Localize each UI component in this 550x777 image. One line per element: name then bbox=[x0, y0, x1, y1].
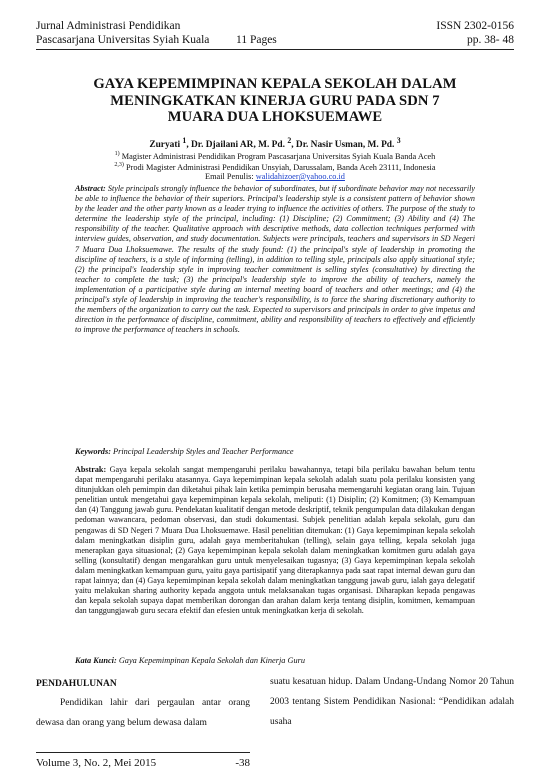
abstract-text: Style principals strongly influence the behavior of subordinates, but if subordinate behavior may not necessarily be able to influence the behavior of their superiors. Principal's leadership style is a consistent pattern of behavior shown by the leader and the other party known as a leader trying to influence the activities of others. The purpose of the study to determine the leadership style of the principal, including: (1) Discipline; (2) Commitment; (3) Ability and (4) The responsibility of the teacher. Qualitative approach with descriptive methods, data collection techniques performed with interview guides, observation, and study documentation. Subjects were principals, teachers and supervisors in SD Negeri 7 Muara Dua Lhoksuemawe. The results of the study found: (1) the principal's style of leadership in promoting the discipline of teachers, is a style of informing (telling), in addition to telling style, principals also apply situational style; (2) the principal's leadership style in improving teacher commitment is selling styles (consultative) by directing the teacher to complete the task; (3) the principal's leadership style to improve the ability of teachers, namely the implementation of a participative style during an internal meeting board of teachers and other meetings; and (4) the principal's style of leadership in improving the teacher's responsibility, is to force the sharing discretionary authority to the members of the organization to carry out the task. Expected to supervisors and principals in order to give impetus and direction in the performance of discipline, commitment, ability and responsibility of teachers to effectively and efficiently to improve the performance of teachers in schools. bbox=[75, 184, 476, 335]
title-line: MUARA DUA LHOKSUEMAWE bbox=[167, 109, 383, 126]
title-line: MENINGKATKAN KINERJA GURU PADA SDN 7 bbox=[110, 92, 440, 109]
email-label: Email Penulis: bbox=[205, 172, 254, 181]
page-count: 11 Pages bbox=[236, 34, 277, 46]
title-line: GAYA KEPEMIMPINAN KEPALA SEKOLAH DALAM bbox=[93, 76, 457, 92]
author-name: Dr. Djailani AR, M. Pd. bbox=[191, 140, 285, 151]
body-column-left bbox=[36, 677, 250, 734]
body-paragraph: Pendidikan lahir dari pergaulan antar orang dewasa dan orang yang belum dewasa dalam bbox=[36, 698, 250, 728]
affiliation-text: Prodi Magister Administrasi Pendidikan Unsyiah, Darussalam, Banda Aceh 23111, Indonesia bbox=[126, 162, 436, 172]
header-divider bbox=[36, 49, 514, 50]
footer-divider bbox=[36, 752, 250, 753]
author-sup: 3 bbox=[396, 136, 401, 145]
page-range: pp. 38- 48 bbox=[467, 34, 514, 46]
affiliation-sup: 1) bbox=[114, 151, 120, 157]
abstract-label: Abstract: bbox=[75, 184, 106, 193]
author-email bbox=[36, 171, 514, 182]
keywords-indonesian bbox=[75, 656, 475, 665]
page-number: -38 bbox=[235, 757, 250, 769]
body-column-right bbox=[270, 673, 514, 732]
email-link[interactable]: walidahizoer@yahoo.co.id bbox=[255, 172, 345, 181]
kata-kunci-label: Kata Kunci: bbox=[75, 656, 117, 665]
section-heading: PENDAHULUNAN bbox=[36, 679, 117, 689]
paper-title bbox=[36, 76, 514, 126]
affiliation-sup: 2,3) bbox=[114, 162, 124, 168]
author-sup: 1 bbox=[182, 136, 187, 145]
abstrak-text: Gaya kepala sekolah sangat mempengaruhi perilaku bawahannya, tetapi bila perilaku bawahan belum tentu dapat mempengaruhi perilaku atasannya. Gaya kepemimpinan kepala sekolah adalah suatu pola perilaku konsisten yang ditunjukkan oleh pemimpin dan diketahui pihak lain ketika pemimpin berusaha memengaruhi kegiatan orang lain. Tujuan penelitian untuk mengetahui gaya kepemimpinan kepala sekolah, meliputi: (1) Disiplin; (2) Komitmen; (3) Kemampuan dan (4) Tanggung jawab guru. Pendekatan kualitatif dengan metode deskriptif, teknik pengumpulan data dilakukan dengan pedoman wawancara, pedoman observasi, dan studi dokumentasi. Subjek penelitian adalah kepala sekolah, guru dan pengawas di SD Negeri 7 Muara Dua Lhoksuemawe. Hasil penelitian ditemukan: (1) Gaya kepemimpinan kepala sekolah dalam meningkatkan disiplin guru, adalah gaya memberitahukan (telling), selain gaya telling, kepala sekolah juga menerapkan gaya situasional; (2) Gaya kepemimpinan kepala sekolah dalam meningkatkan komitmen guru adalah gaya selling (konsultatif) dengan mengarahkan guru untuk menyelesaikan tugasnya; (3) Gaya kepemimpinan kepala sekolah dalam meningkatkan kemampuan guru, yaitu gaya partisipatif yang diterapkannya pada saat rapat internal dewan guru dan rapat lainnya; dan (4) Gaya kepemimpinan kepala sekolah dalam meningkatkan tanggung jawab guru, ialah gaya delegatif yaitu melakukan sharing authority kepada anggota untuk melaksanakan tugas organisasi. Diharapkan kepada pengawas dan kepala sekolah supaya dapat memberikan dorongan dan arahan dalam kerja tentang disiplin, komitmen, kemampuan dan tanggungjawab guru secara efektif dan efesien untuk meningkatkan kerja di sekolah. bbox=[75, 465, 475, 616]
volume-info: Volume 3, No. 2, Mei 2015 bbox=[36, 757, 157, 769]
kata-kunci-text: Gaya Kepemimpinan Kepala Sekolah dan Kinerja Guru bbox=[118, 656, 306, 665]
abstract-english bbox=[75, 184, 475, 335]
abstract-indonesian bbox=[75, 465, 475, 616]
keywords-english bbox=[75, 447, 475, 456]
journal-name: Jurnal Administrasi Pendidikan bbox=[36, 20, 181, 32]
author-name: Zuryati bbox=[149, 140, 181, 151]
author-name: Dr. Nasir Usman, M. Pd. bbox=[295, 140, 395, 151]
program-name: Pascasarjana Universitas Syiah Kuala bbox=[36, 34, 210, 46]
body-paragraph: suatu kesatuan hidup. Dalam Undang-Undang Nomor 20 Tahun 2003 tentang Sistem Pendidikan Nasional: “Pendidikan adalah usaha bbox=[270, 677, 514, 727]
issn: ISSN 2302-0156 bbox=[436, 20, 514, 32]
author-list: Zuryati $^1$, Dr. Djailani AR, M. Pd. $^2$, Dr. Nasir Usman, M. Pd. $^3$ bbox=[149, 136, 401, 151]
keywords-label: Keywords: bbox=[75, 447, 111, 456]
abstrak-label: Abstrak: bbox=[75, 465, 107, 474]
keywords-text: Principal Leadership Styles and Teacher Performance bbox=[113, 447, 294, 456]
affiliation-text: Magister Administrasi Pendidikan Program Pascasarjana Universitas Syiah Kuala Banda Aceh bbox=[121, 151, 436, 161]
author-sup: 2 bbox=[287, 136, 292, 145]
